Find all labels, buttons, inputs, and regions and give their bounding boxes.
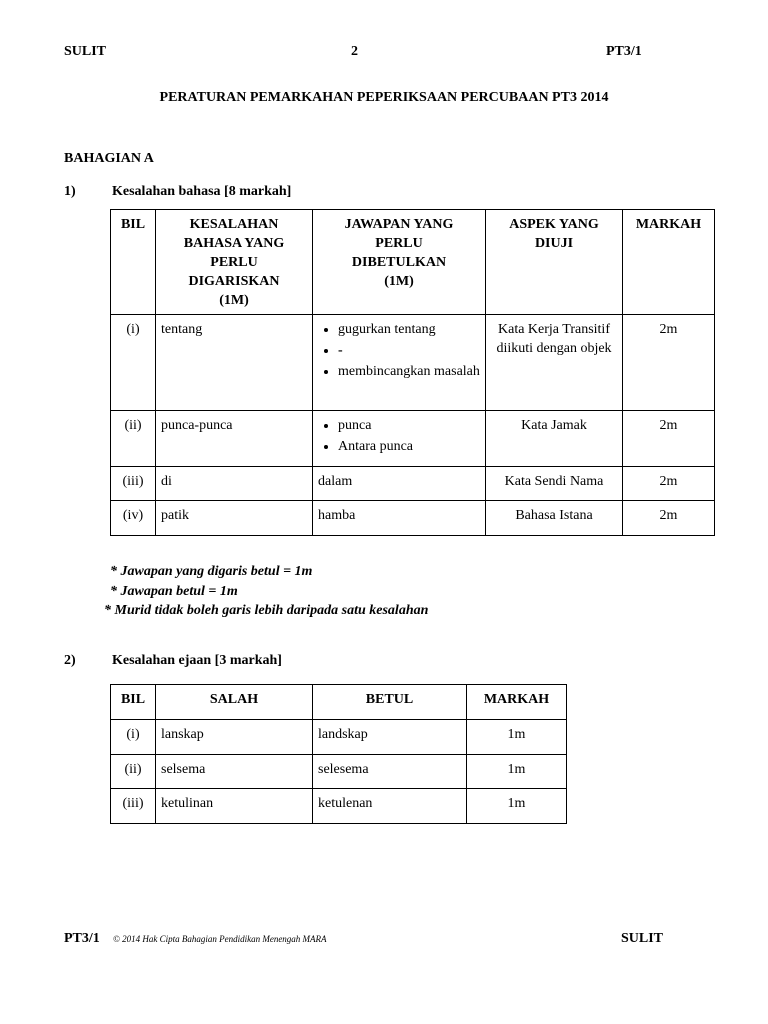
footer-code: PT3/1 [64, 931, 100, 946]
cell-bil: (ii) [111, 755, 156, 789]
cell-betul: selesema [313, 755, 467, 789]
q2-title: Kesalahan ejaan [3 markah] [112, 653, 282, 668]
header-bil: BIL [111, 210, 156, 315]
table-row [111, 467, 715, 501]
footer-copyright: © 2014 Hak Cipta Bahagian Pendidikan Menengah MARA [113, 934, 327, 944]
list-item: • Antara punca [338, 437, 480, 456]
table-row [111, 755, 567, 789]
marking-notes [104, 562, 428, 621]
list-item: • gugurkan tentang [338, 320, 480, 339]
cell-bil: (iv) [111, 501, 156, 536]
list-item: • punca [338, 416, 480, 435]
cell-aspek: Bahasa Istana [486, 501, 623, 536]
note-line: * Murid tidak boleh garis lebih daripada satu kesalahan [104, 603, 429, 618]
header-markah: MARKAH [623, 210, 715, 315]
q1-title: Kesalahan bahasa [8 markah] [112, 184, 292, 199]
header-sulit: SULIT [64, 44, 107, 59]
cell-markah: 2m [623, 411, 715, 467]
cell-aspek: Kata Jamak [486, 411, 623, 467]
cell-bil: (iii) [111, 789, 156, 824]
table-header-row [111, 685, 567, 720]
cell-markah: 2m [623, 315, 715, 411]
cell-jawapan [313, 411, 486, 467]
cell-jawapan: dalam [313, 467, 486, 501]
grammar-errors-table [110, 209, 715, 536]
cell-salah: ketulinan [156, 789, 313, 824]
page-title: PERATURAN PEMARKAHAN PEPERIKSAAN PERCUBAAN PT3 2014 [159, 90, 609, 105]
list-item: • - [338, 341, 480, 360]
cell-salah: tentang [156, 315, 313, 411]
header-code: PT3/1 [606, 44, 642, 59]
cell-markah: 2m [623, 501, 715, 536]
section-heading: BAHAGIAN A [64, 151, 154, 166]
cell-markah: 1m [467, 755, 567, 789]
cell-jawapan: hamba [313, 501, 486, 536]
cell-markah: 2m [623, 467, 715, 501]
cell-bil: (i) [111, 315, 156, 411]
cell-aspek: Kata Sendi Nama [486, 467, 623, 501]
table-row [111, 720, 567, 755]
table-row [111, 789, 567, 824]
q1-number: 1) [64, 184, 76, 199]
page-number: 2 [351, 44, 358, 59]
cell-betul: ketulenan [313, 789, 467, 824]
header-betul: BETUL [313, 685, 467, 720]
cell-betul: landskap [313, 720, 467, 755]
header-kesalahan: KESALAHAN BAHASA YANG PERLU DIGARISKAN (1M) [156, 210, 313, 315]
header-bil: BIL [111, 685, 156, 720]
cell-bil: (ii) [111, 411, 156, 467]
cell-markah: 1m [467, 720, 567, 755]
table-header-row [111, 210, 715, 315]
cell-bil: (i) [111, 720, 156, 755]
header-markah: MARKAH [467, 685, 567, 720]
header-jawapan: JAWAPAN YANG PERLU DIBETULKAN (1M) [313, 210, 486, 315]
cell-salah: punca-punca [156, 411, 313, 467]
cell-salah: selsema [156, 755, 313, 789]
cell-salah: lanskap [156, 720, 313, 755]
note-line: * Jawapan betul = 1m [110, 583, 238, 599]
cell-salah: patik [156, 501, 313, 536]
header-salah: SALAH [156, 685, 313, 720]
note-line: * Jawapan yang digaris betul = 1m [110, 564, 313, 579]
cell-markah: 1m [467, 789, 567, 824]
cell-aspek: Kata Kerja Transitif diikuti dengan objek [486, 315, 623, 411]
footer-sulit: SULIT [621, 931, 664, 946]
table-row [111, 315, 715, 411]
q2-number: 2) [64, 653, 76, 668]
cell-jawapan [313, 315, 486, 411]
cell-bil: (iii) [111, 467, 156, 501]
header-aspek: ASPEK YANG DIUJI [486, 210, 623, 315]
list-item: • membincangkan masalah [338, 362, 480, 381]
spelling-errors-table [110, 684, 567, 824]
table-row [111, 411, 715, 467]
cell-salah: di [156, 467, 313, 501]
table-row [111, 501, 715, 536]
